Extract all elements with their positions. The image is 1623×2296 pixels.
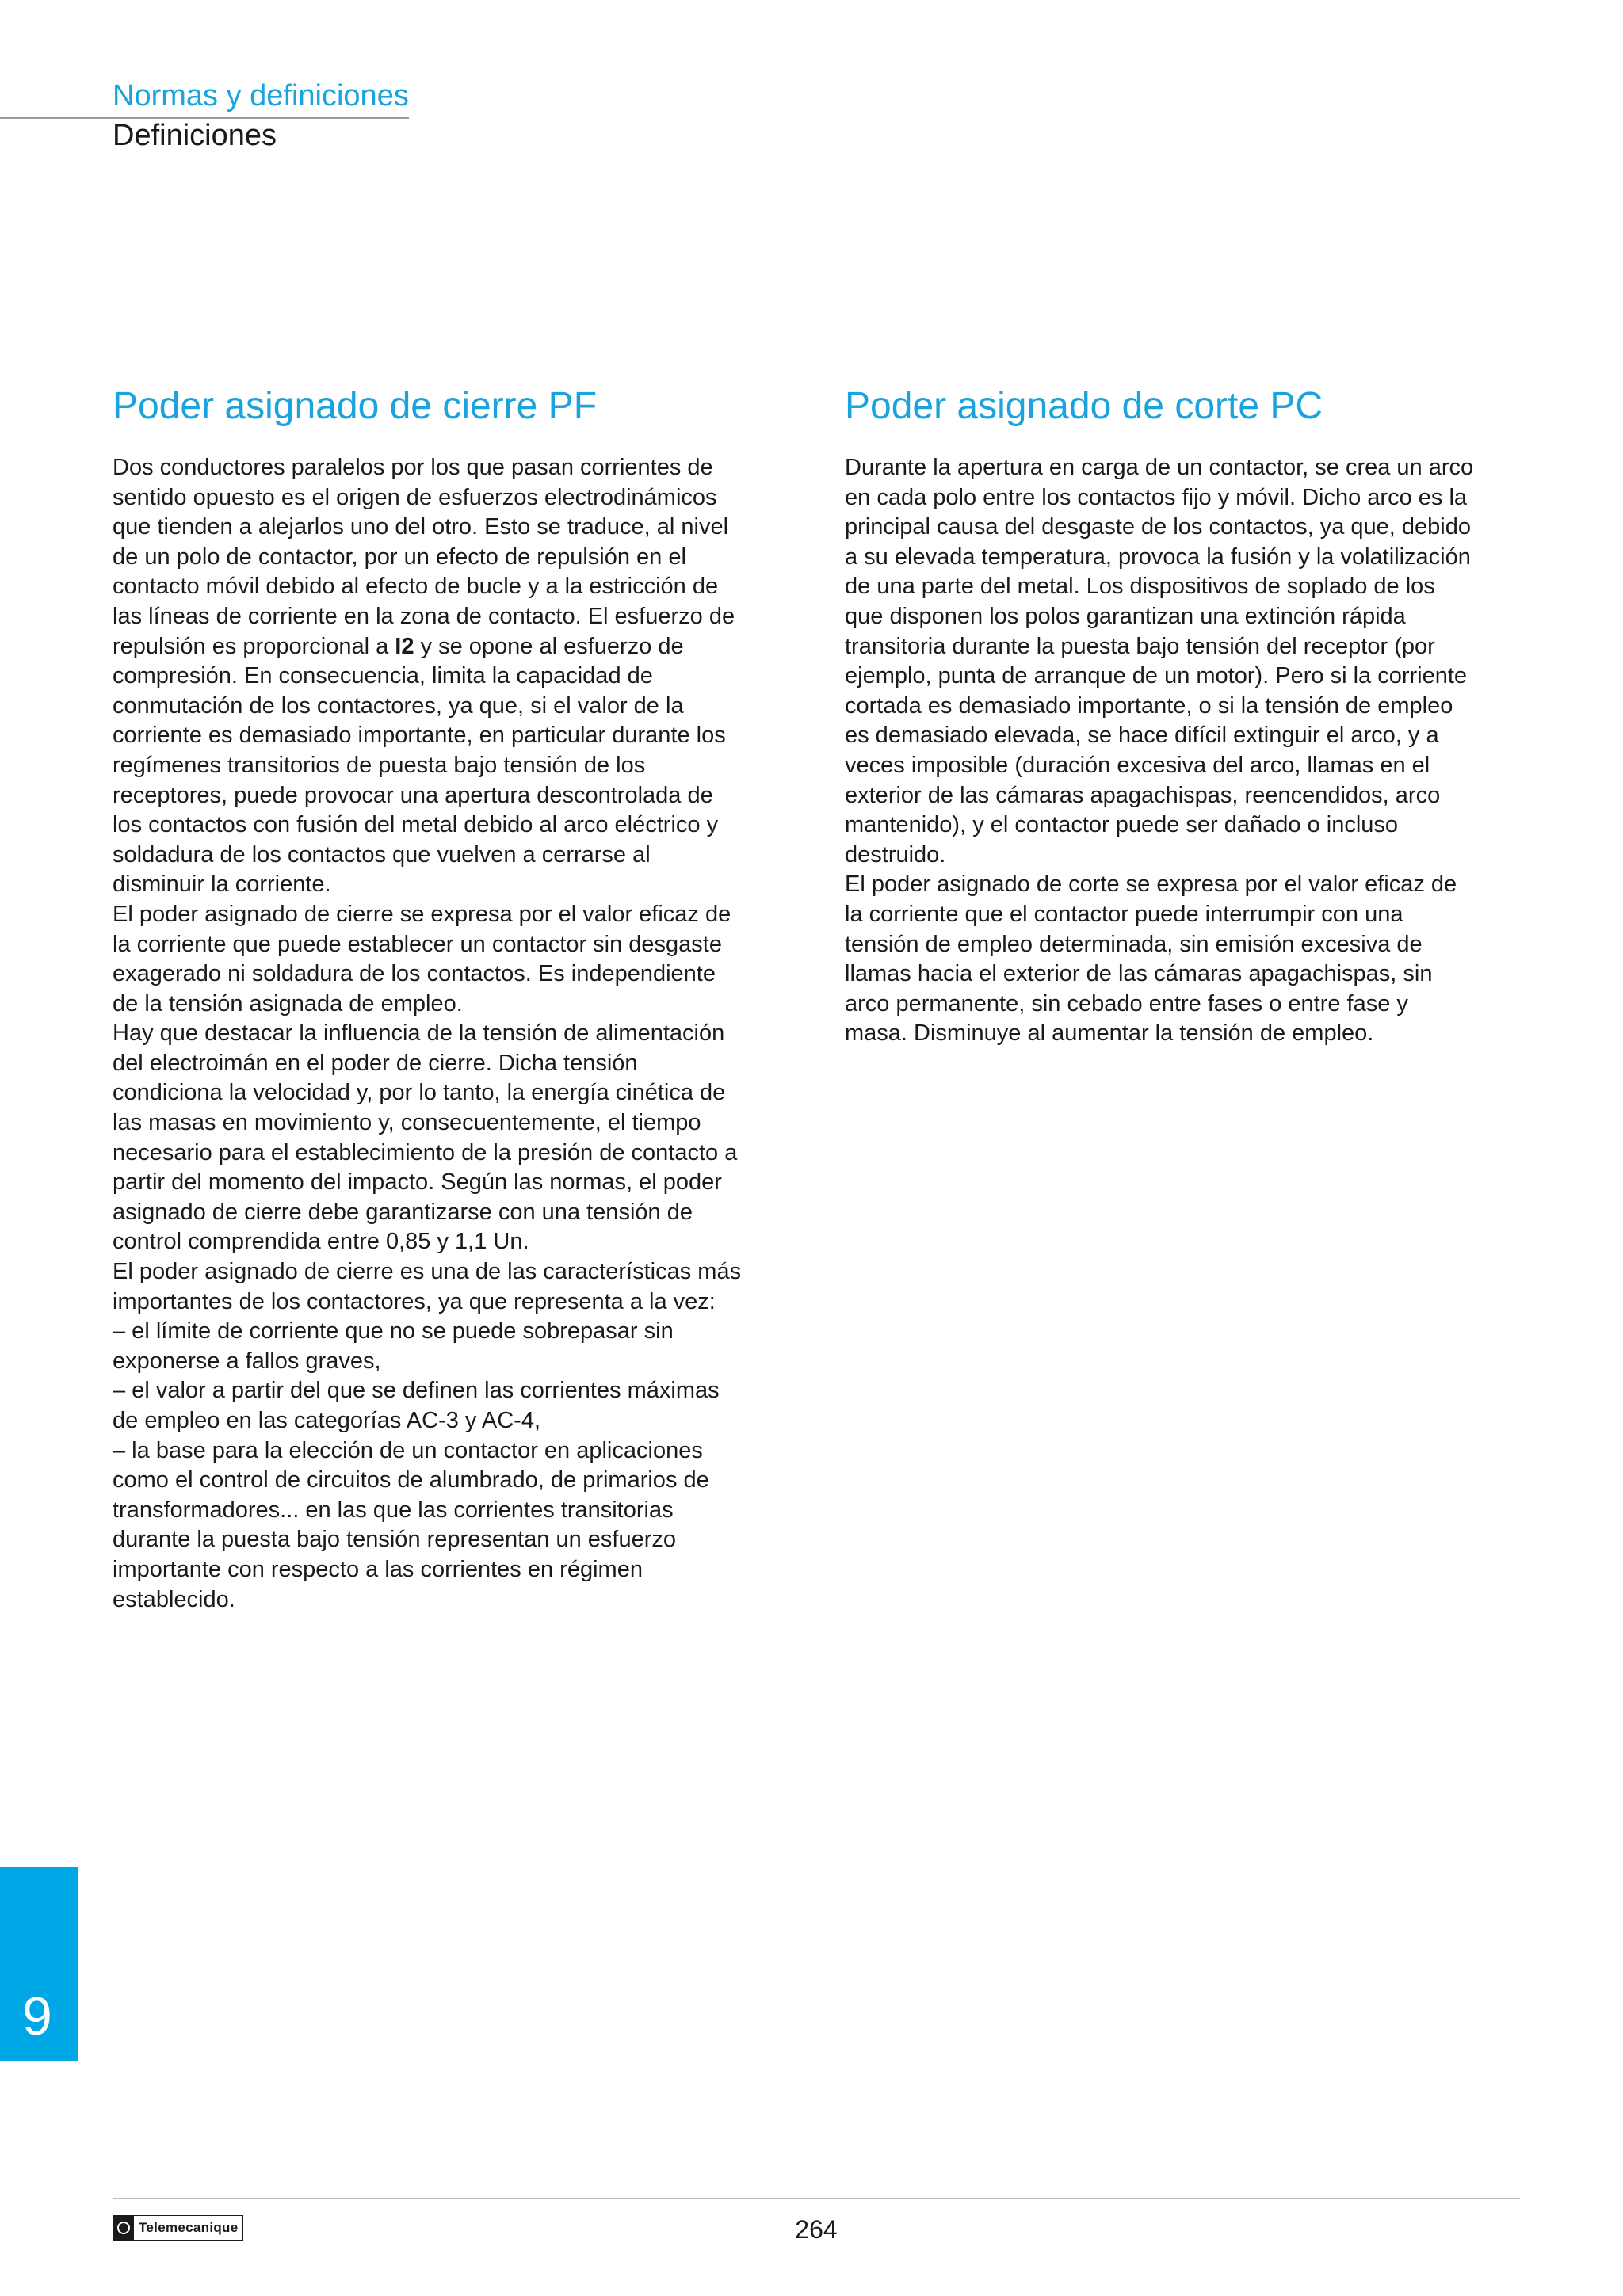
header-section-title: Normas y definiciones (113, 79, 409, 113)
right-paragraph-2: El poder asignado de corte se expresa por el valor eficaz de la corriente que el contactor puede interrumpir con una tensión de empleo determinada, sin emisión excesiva de llamas hacia el exterior de las cámaras apagachispas, sin arco permanente, sin cebado entre fases o entre fase y masa. Disminuye al aumentar la tensión de empleo. (845, 871, 1457, 1047)
left-list-item-2: – el valor a partir del que se definen las corrientes máximas de empleo en las categorías AC-3 y AC-4, (113, 1378, 720, 1433)
left-paragraph-2: El poder asignado de cierre se expresa por el valor eficaz de la corriente que puede establecer un contactor sin desgaste exagerado ni soldadura de los contactos. Es independiente de la tensión asignada de empleo. (113, 901, 731, 1016)
footer-rule (113, 2198, 1520, 2199)
chapter-number: 9 (22, 1986, 52, 2046)
page-number: 264 (795, 2215, 838, 2244)
right-column-title: Poder asignado de corte PC (845, 385, 1323, 427)
left-paragraph-1 (113, 453, 794, 900)
formula-i2: I2 (395, 633, 414, 659)
logo-text: Telemecanique (139, 2220, 239, 2235)
left-column-title: Poder asignado de cierre PF (113, 385, 598, 427)
left-column (113, 382, 794, 1615)
left-paragraph-1-part-b: y se opone al esfuerzo de compresión. En consecuencia, limita la capacidad de conmutación de los contactores, ya que, si el valor de la corriente es demasiado importante, en particular durante los regímenes transitorios de puesta bajo tensión de los receptores, puede provocar una apertura descontrolada de los contactos con fusión del metal debido al arco eléctrico y soldadura de los contactos que vuelven a cerrarse al disminuir la corriente. (113, 633, 726, 898)
left-paragraph-4: El poder asignado de cierre es una de las características más importantes de los contactores, ya que representa a la vez: (113, 1259, 742, 1314)
header-subsection-title: Definiciones (113, 119, 277, 152)
left-paragraph-3: Hay que destacar la influencia de la tensión de alimentación del electroimán en el poder de cierre. Dicha tensión condiciona la velocidad y, por lo tanto, la energía cinética de las masas en movimiento y, consecuentemente, el tiempo necesario para el establecimiento de la presión de contacto a partir del momento del impacto. Según las normas, el poder asignado de cierre debe garantizarse con una tensión de control comprendida entre 0,85 y 1,1 Un. (113, 1020, 738, 1255)
right-paragraph-1: Durante la apertura en carga de un contactor, se crea un arco en cada polo entre los contactos fijo y móvil. Dicho arco es la principal causa del desgaste de los contactos, ya que, debido a su elevada temperatura, provoca la fusión y la volatilización de una parte del metal. Los dispositivos de soplado de los que disponen los polos garantizan una extinción rápida transitoria durante la puesta bajo tensión del receptor (por ejemplo, punta de arranque de un motor). Pero si la corriente cortada es demasiado importante, o si la tensión de empleo es demasiado elevada, se hace difícil extinguir el arco, y a veces imposible (duración excesiva del arco, llamas en el exterior de las cámaras apagachispas, reencendidos, arco mantenido), y el contactor puede ser dañado o incluso destruido. (845, 455, 1474, 868)
chapter-tab (0, 1867, 78, 2061)
left-list-item-1: – el límite de corriente que no se puede sobrepasar sin exponerse a fallos graves, (113, 1318, 674, 1374)
left-paragraph-1-part-a: Dos conductores paralelos por los que pasan corrientes de sentido opuesto es el origen de esfuerzos electrodinámicos que tienden a alejarlos uno del otro. Esto se traduce, al nivel de un polo de contactor, por un efecto de repulsión en el contacto móvil debido al efecto de bucle y a la estricción de las líneas de corriente en la zona de contacto. El esfuerzo de repulsión es proporcional a (113, 455, 735, 659)
right-column (845, 382, 1529, 1049)
left-list-item-3: – la base para la elección de un contactor en aplicaciones como el control de circuitos de alumbrado, de primarios de transformadores... en las que las corrientes transitorias durante la puesta bajo tensión representan un esfuerzo importante con respecto a las corrientes en régimen establecido. (113, 1437, 709, 1612)
